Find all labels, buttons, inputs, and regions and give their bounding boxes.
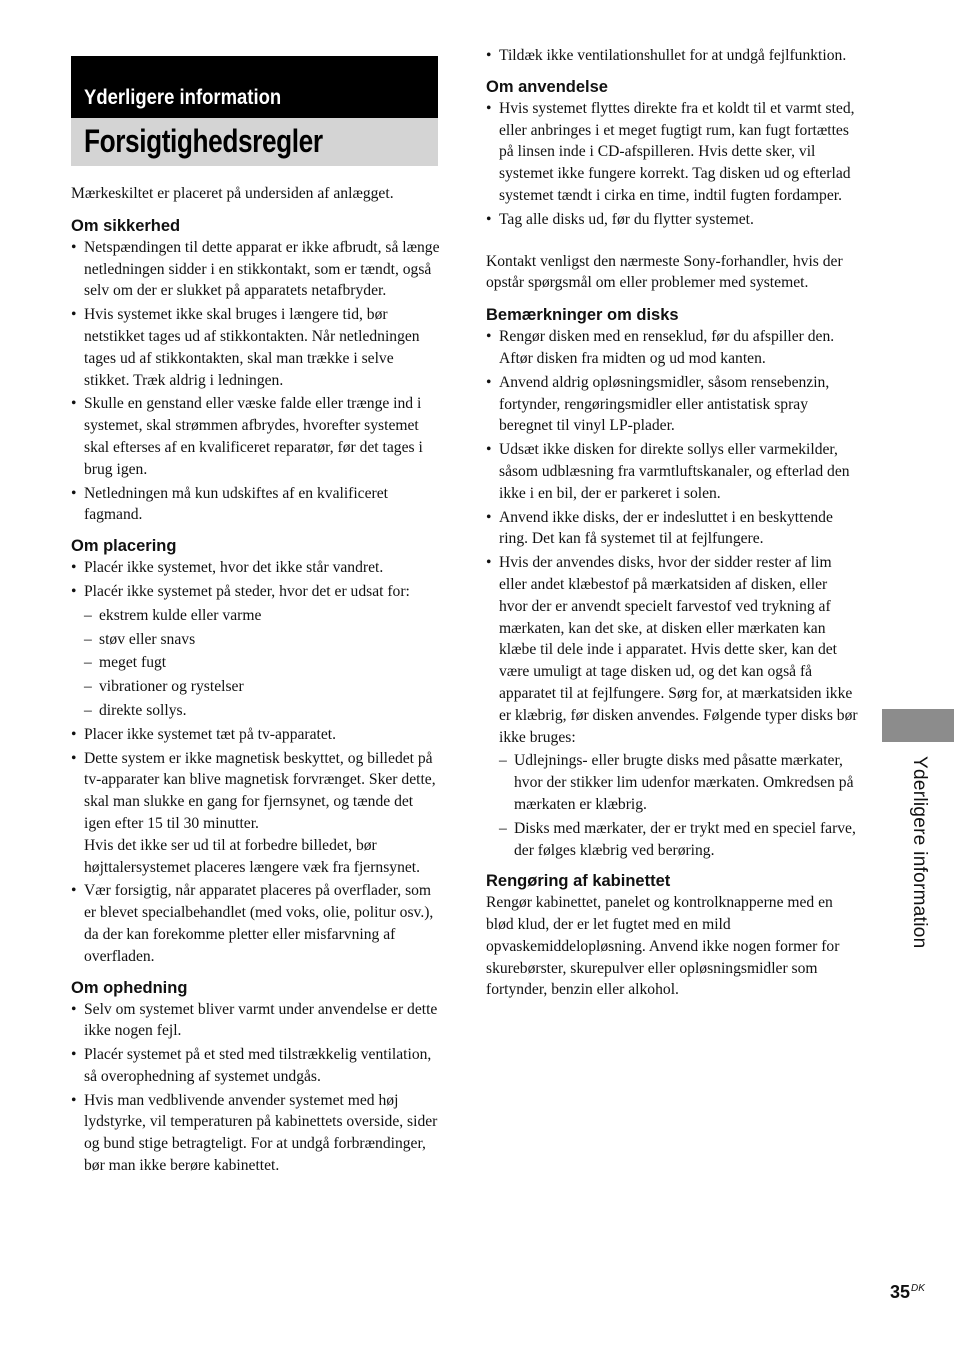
right-column: [486, 45, 858, 1001]
list-disks: [486, 326, 858, 861]
list-item: [71, 748, 441, 879]
sub-list-item: – direkte sollys.: [71, 700, 441, 722]
heading-ophedning: Om ophedning: [71, 978, 188, 997]
list-item: • Hvis der anvendes disks, hvor der sidder rester af lim eller andet klæbestof på mærkatsiden af disken, eller hvor der er anvendt specielt farvestof ved trykning af mærkaten, kan det ske, at disken eller mærkaten kan klæbe til dele inde i apparatet. Hvis dette sker, kan det være umuligt at tage disken ud, og det kan også få apparatet til at fejlfungere. Sørg for, at mærkatsiden ikke er klæbrig, før disken anvendes. Følgende typer disks bør ikke bruges:: [486, 552, 858, 748]
list-item: • Hvis systemet ikke skal bruges i længere tid, bør netstikket tages ud af stikkontakten. Når netledningen tages ud af stikkontakten, skal man trække i selve stikket. Træk aldrig i ledningen.: [71, 304, 441, 391]
sub-list-item: – vibrationer og rystelser: [71, 676, 441, 698]
list-item-text: Hvis det ikke ser ud til at forbedre billedet, bør højttalersystemet placeres længere væk fra fjernsynet.: [84, 836, 421, 876]
heading-sikkerhed: Om sikkerhed: [71, 216, 181, 235]
list-item: • Netspændingen til dette apparat er ikke afbrudt, så længe netledningen sidder i en stikkontakt, som er tændt, også selv om der er slukket på apparatets netafbryder.: [71, 237, 441, 302]
side-tab-marker: [882, 709, 954, 742]
list-item: • Hvis systemet flyttes direkte fra et koldt til et varmt sted, eller anbringes i et meget fugtigt rum, kan fugt fortættes på linsen inde i CD-afspilleren. Hvis dette sker, vil systemet ikke fungere korrekt. Tag disken ud og efterlad systemet tændt i cirka en time, indtil fugten fordamper.: [486, 98, 858, 207]
list-item: • Tag alle disks ud, før du flytter systemet.: [486, 209, 858, 231]
list-item: • Selv om systemet bliver varmt under anvendelse er dette ikke nogen fejl.: [71, 999, 441, 1043]
list-ophedning: [71, 999, 441, 1177]
list-sikkerhed: [71, 237, 441, 526]
list-item: • Skulle en genstand eller væske falde eller trænge ind i systemet, skal strømmen afbrydes, hvorefter systemet skal efterses af en kvalificeret reparatør, før det tages i brug igen.: [71, 393, 441, 480]
heading-placering: Om placering: [71, 537, 177, 556]
heading-disks: Bemærkninger om disks: [486, 306, 679, 325]
page-number: [890, 1282, 925, 1303]
list-item: • Anvend ikke disks, der er indesluttet i en beskyttende ring. Det kan få systemet til at fejlfungere.: [486, 507, 858, 551]
section-title: Yderligere information: [84, 86, 282, 109]
list-item: • Hvis man vedblivende anvender systemet med høj lydstyrke, vil temperaturen på kabinettets overside, sider og bund stige betragteligt. For at undgå forbrændinger, bør man ikke berøre kabinettet.: [71, 1090, 441, 1177]
section-banner: [71, 56, 438, 118]
kabinet-text: Rengør kabinettet, panelet og kontrolknapperne med en blød klud, der er let fugtet med en mild opvaskemiddelopløsning. Anvend ikke nogen former for skurebørster, skurepulver eller opløsningsmidler som fortynder, benzin eller alkohol.: [486, 894, 840, 999]
list-item: • Placer ikke systemet tæt på tv-apparatet.: [71, 724, 441, 746]
list-item: • Netledningen må kun udskiftes af en kvalificeret fagmand.: [71, 483, 441, 527]
list-item: • Udsæt ikke disken for direkte sollys eller varmekilder, såsom udblæsning fra varmtluftskanaler, og efterlad den ikke i en bil, der er parkeret i solen.: [486, 439, 858, 504]
sub-list-item: – Udlejnings- eller brugte disks med påsatte mærkater, hvor der stikker lim udenfor mærkaten. Omkredsen på mærkaten er klæbrig.: [486, 750, 858, 815]
sub-list-item: – ekstrem kulde eller varme: [71, 605, 441, 627]
list-item: • Tildæk ikke ventilationshullet for at undgå fejlfunktion.: [486, 45, 858, 67]
list-item: • Vær forsigtig, når apparatet placeres på overflader, som er blevet specialbehandlet (med voks, olie, politur osv.), da der kan forekomme pletter eller misfarvning af overfladen.: [71, 880, 441, 967]
list-item: • Anvend aldrig opløsningsmidler, såsom rensebenzin, fortynder, rengøringsmidler eller antistatisk spray beregnet til vinyl LP-plader.: [486, 372, 858, 437]
title-banner: [71, 118, 438, 166]
sub-list-item: – Disks med mærkater, der er trykt med en speciel farve, der følges klæbrig ved berøring.: [486, 818, 858, 862]
heading-anvendelse: Om anvendelse: [486, 77, 608, 96]
contact-text: Kontakt venligst den nærmeste Sony-forhandler, hvis der opstår spørgsmål om eller problemer med systemet.: [486, 252, 843, 292]
sub-list-item: – meget fugt: [71, 652, 441, 674]
list-placering: [71, 557, 441, 967]
left-column: [71, 183, 441, 1179]
heading-kabinet: Rengøring af kabinettet: [486, 872, 671, 891]
intro-text: Mærkeskiltet er placeret på undersiden af anlægget.: [71, 185, 394, 202]
list-item: • Rengør disken med en renseklud, før du afspiller den. Aftør disken fra midten og ud mod kanten.: [486, 326, 858, 370]
sub-list-item: – støv eller snavs: [71, 629, 441, 651]
list-item: • Placér ikke systemet på steder, hvor det er udsat for:: [71, 581, 441, 603]
list-ventilation: [486, 45, 858, 67]
list-item: • Placér systemet på et sted med tilstrækkelig ventilation, så overophedning af systemet undgås.: [71, 1044, 441, 1088]
side-tab-label: Yderligere information: [909, 756, 930, 949]
list-item: • Placér ikke systemet, hvor det ikke står vandret.: [71, 557, 441, 579]
page-number-suffix: DK: [911, 1283, 925, 1294]
page-title: Forsigtighedsregler: [84, 123, 323, 159]
list-item-text: • Dette system er ikke magnetisk beskyttet, og billedet på tv-apparater kan blive magnetisk forvrænget. Sker dette, skal man slukke en gang for fjernsynet, og tænde det igen efter 15 til 30 minutter.: [84, 749, 436, 832]
list-anvendelse: [486, 98, 858, 231]
page-number-value: 35: [890, 1282, 911, 1302]
